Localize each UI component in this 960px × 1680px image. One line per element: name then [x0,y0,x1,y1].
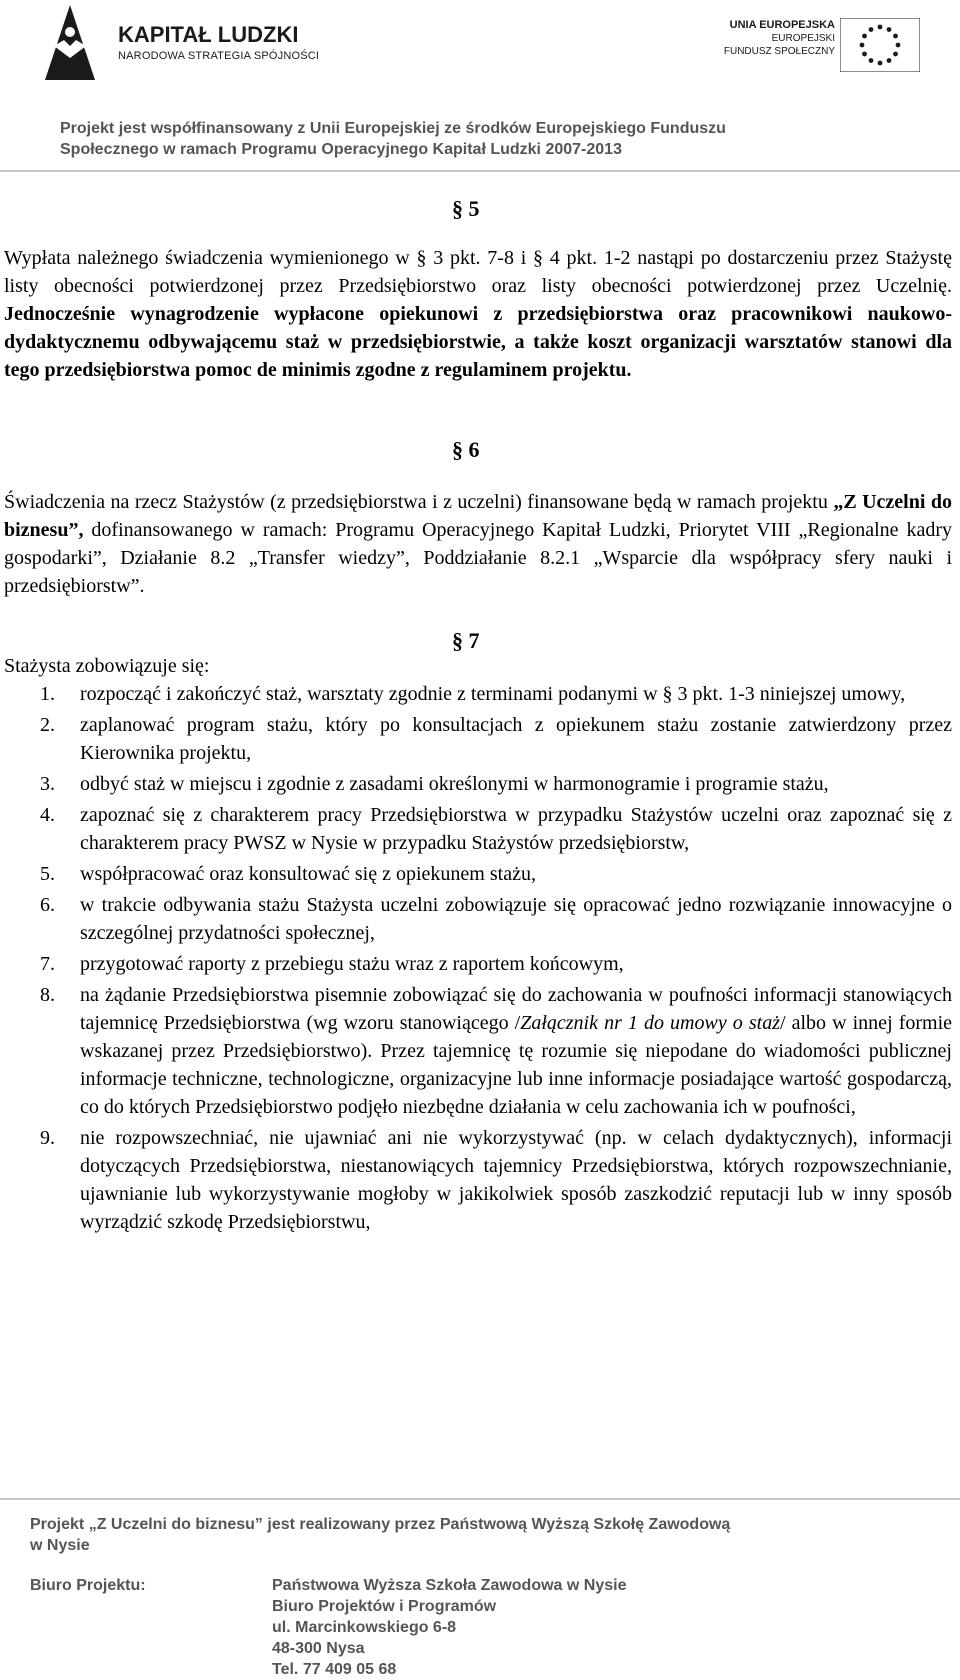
footer-project-note [30,1514,930,1556]
section-5-bold-text: Jednocześnie wynagrodzenie wypłacone opiekunowi z przedsiębiorstwa oraz pracownikowi naukowo-dydaktycznemu odbywającemu staż w przedsiębiorstwie, a także koszt organizacji warsztatów stanowi dla tego przedsiębiorstwa pomoc de minimis zgodne z regulaminem projektu. [4,303,952,381]
obligations-list [4,680,952,1239]
footer-project-line1: Projekt „Z Uczelni do biznesu” jest realizowany przez Państwową Wyższą Szkołę Zawodową [30,1516,731,1533]
kapital-ludzki-logo [40,0,320,90]
office-phone: Tel. 77 409 05 68 [272,1661,397,1678]
list-item [4,891,952,947]
eu-logo [710,18,930,73]
cofinancing-line1: Projekt jest współfinansowany z Unii Europejskiej ze środków Europejskiego Funduszu [60,120,726,137]
list-item-text-b: / albo w innej formie wskazanej przez Przedsiębiorstwo). Przez tajemnicę tę rozumie się niepodane do wiadomości publicznej informacje techniczne, technologiczne, organizacyjne lub inne informacje posiadające wartość gospodarczą, co do których Przedsiębiorstwo podjęło niezbędne działania w celu zachowania ich w poufności, [80,1012,953,1118]
attachment-reference: Załącznik nr 1 do umowy o staż [520,1012,780,1034]
section-5-mark: § 5 [452,196,480,221]
logo-left-title: KAPITAŁ LUDZKI [118,22,299,47]
kapital-ludzki-emblem-icon [40,0,110,85]
list-item-text: odbyć staż w miejscu i zgodnie z zasadami określonymi w harmonogramie i programie stażu, [80,773,829,795]
list-item [4,680,952,708]
list-item-text: przygotować raporty z przebiegu stażu wraz z raportem końcowym, [80,953,624,975]
list-item [4,1124,952,1236]
logo-left-subtitle: NARODOWA STRATEGIA SPÓJNOŚCI [118,50,320,62]
header-divider [0,170,960,172]
list-item-text: w trakcie odbywania stażu Stażysta uczelni zobowiązuje się opracować jedno rozwiązanie innowacyjne o szczególnej przydatności społecznej, [80,894,952,944]
office-address [272,1575,626,1680]
section-5-paragraph [4,244,952,384]
list-item-text: rozpocząć i zakończyć staż, warsztaty zgodnie z terminami podanymi w § 3 pkt. 1-3 niniejszej umowy, [80,683,906,705]
section-6-paragraph [4,488,952,600]
logo-right-line1: UNIA EUROPEJSKA [729,19,835,31]
list-item-number: 8. [40,984,55,1006]
footer-divider [0,1498,960,1500]
list-item-number: 1. [40,683,55,705]
section-6-project-name: „Z Uczelni do biznesu”, [4,491,952,541]
office-label: Biuro Projektu: [30,1577,146,1594]
cofinancing-note [60,118,920,160]
section-5-text: Wypłata należnego świadczenia wymienionego w § 3 pkt. 7-8 i § 4 pkt. 1-2 nastąpi po dostarczeniu przez Stażystę listy obecności potwierdzonej przez Przedsiębiorstwo oraz listy obecności potwierdzonej przez Uczelnię. [4,247,952,297]
list-item [4,801,952,857]
list-item [4,981,952,1121]
section-7-intro: Stażysta zobowiązuje się: [4,655,210,677]
footer-project-line2: w Nysie [30,1537,90,1554]
office-line: Biuro Projektów i Programów [272,1598,497,1615]
list-item-number: 2. [40,714,55,736]
office-line: 48-300 Nysa [272,1640,365,1657]
list-item-number: 7. [40,953,55,975]
list-item-number: 5. [40,863,55,885]
section-6-text-a: Świadczenia na rzecz Stażystów (z przedsiębiorstwa i z uczelni) finansowane będą w ramach projektu [4,491,834,513]
eu-flag-icon [840,18,920,72]
list-item [4,711,952,767]
list-item [4,860,952,888]
list-item [4,950,952,978]
section-7-mark: § 7 [452,628,480,653]
list-item-text-a: na żądanie Przedsiębiorstwa pisemnie zobowiązać się do zachowania w poufności informacji stanowiących tajemnicę Przedsiębiorstwa (wg wzoru stanowiącego / [80,984,952,1034]
list-item-text: zaplanować program stażu, który po konsultacjach z opiekunem stażu zostanie zatwierdzony przez Kierownika projektu, [80,714,952,764]
list-item-number: 3. [40,773,55,795]
logo-right-line3: FUNDUSZ SPOŁECZNY [723,46,835,57]
office-line: Państwowa Wyższa Szkoła Zawodowa w Nysie [272,1577,627,1594]
logo-right-line2: EUROPEJSKI [771,33,835,44]
office-line: ul. Marcinkowskiego 6-8 [272,1619,457,1636]
list-item-number: 6. [40,894,55,916]
list-item-text: nie rozpowszechniać, nie ujawniać ani nie wykorzystywać (np. w celach dydaktycznych), informacji dotyczących Przedsiębiorstwa, niestanowiących tajemnicy Przedsiębiorstwa, których rozpowszechnianie, ujawnianie lub wykorzystywanie mogłoby w jakikolwiek sposób zaszkodzić reputacji lub w inny sposób wyrządzić szkodę Przedsiębiorstwu, [80,1127,952,1233]
section-6-text-b: dofinansowanego w ramach: Programu Operacyjnego Kapitał Ludzki, Priorytet VIII „Regionalne kadry gospodarki”, Działanie 8.2 „Transfer wiedzy”, Poddziałanie 8.2.1 „Wsparcie dla współpracy sfery nauki i przedsiębiorstw”. [4,519,952,597]
list-item [4,770,952,798]
list-item-text: współpracować oraz konsultować się z opiekunem stażu, [80,863,536,885]
list-item-number: 4. [40,804,55,826]
cofinancing-line2: Społecznego w ramach Programu Operacyjnego Kapitał Ludzki 2007-2013 [60,141,622,158]
list-item-text: zapoznać się z charakterem pracy Przedsiębiorstwa w przypadku Stażystów uczelni oraz zapoznać się z charakterem pracy PWSZ w Nysie w przypadku Stażystów przedsiębiorstw, [80,804,952,854]
list-item-number: 9. [40,1127,55,1149]
section-6-mark: § 6 [452,437,480,462]
